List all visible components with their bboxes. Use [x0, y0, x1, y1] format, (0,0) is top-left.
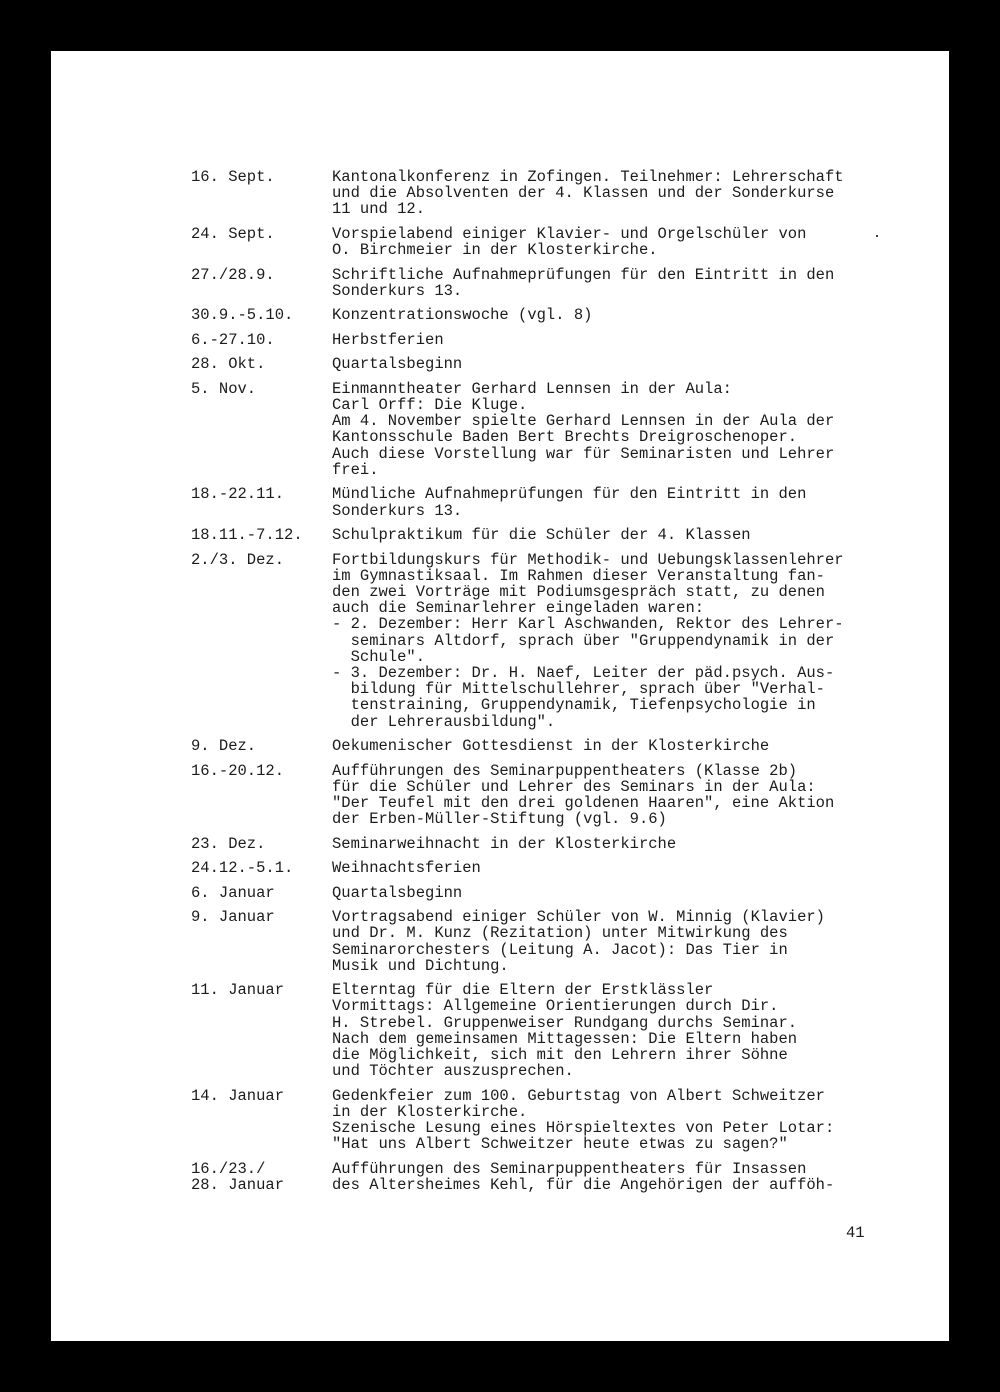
- entry-text: [332, 307, 901, 323]
- entry-line: Herbstferien: [332, 330, 444, 349]
- entry-date: 24. Sept.: [191, 224, 275, 243]
- chronicle-entry: [191, 169, 901, 218]
- entry-line: Kantonsschule Baden Bert Brechts Dreigroschenoper.: [332, 428, 798, 447]
- entry-line: seminars Altdorf, sprach über "Gruppendynamik in der: [332, 631, 835, 650]
- document-page: [51, 51, 949, 1341]
- entry-text: [332, 738, 901, 754]
- chronicle-entry: [191, 486, 901, 518]
- entry-line: Konzentrationswoche (vgl. 8): [332, 306, 593, 325]
- entry-line: Oekumenischer Gottesdienst in der Klosterkirche: [332, 737, 770, 756]
- entry-line: Elterntag für die Eltern der Erstklässler: [332, 981, 714, 1000]
- entry-text: [332, 486, 901, 518]
- chronicle-list: [191, 169, 901, 1202]
- entry-line: und die Absolventen der 4. Klassen und der Sonderkurse: [332, 184, 835, 203]
- chronicle-entry: [191, 1161, 901, 1193]
- entry-text: [332, 836, 901, 852]
- entry-date: 9. Januar: [191, 908, 275, 927]
- entry-line: Weihnachtsferien: [332, 859, 481, 878]
- entry-line: im Gymnastiksaal. Im Rahmen dieser Veranstaltung fan-: [332, 566, 825, 585]
- entry-line: Mündliche Aufnahmeprüfungen für den Eintritt in den: [332, 485, 807, 504]
- entry-date: 30.9.-5.10.: [191, 306, 294, 325]
- entry-line: H. Strebel. Gruppenweiser Rundgang durchs Seminar.: [332, 1013, 798, 1032]
- entry-line: 11 und 12.: [332, 200, 426, 219]
- entry-date: 16./23./ 28. Januar: [191, 1159, 285, 1195]
- entry-line: den zwei Vorträge mit Podiumsgespräch statt, zu denen: [332, 582, 825, 601]
- entry-line: Kantonalkonferenz in Zofingen. Teilnehmer: Lehrerschaft: [332, 168, 844, 186]
- entry-line: tenstraining, Gruppendynamik, Tiefenpsychologie in: [332, 696, 816, 715]
- entry-line: auch die Seminarlehrer eingeladen waren:: [332, 599, 705, 618]
- entry-line: Sonderkurs 13.: [332, 281, 463, 300]
- entry-line: Sonderkurs 13.: [332, 501, 463, 520]
- entry-line: Aufführungen des Seminarpuppentheaters für Insassen: [332, 1159, 807, 1178]
- entry-line: Nach dem gemeinsamen Mittagessen: Die Eltern haben: [332, 1029, 798, 1048]
- chronicle-entry: [191, 552, 901, 730]
- chronicle-entry: [191, 226, 901, 258]
- entry-text: [332, 527, 901, 543]
- entry-line: Einmanntheater Gerhard Lennsen in der Aula:: [332, 379, 732, 398]
- entry-line: Szenische Lesung eines Hörspieltextes von Peter Lotar:: [332, 1119, 835, 1138]
- entry-line: und Töchter auszusprechen.: [332, 1062, 574, 1081]
- entry-line: des Altersheimes Kehl, für die Angehörigen der aufföh-: [332, 1176, 835, 1195]
- entry-text: [332, 860, 901, 876]
- entry-line: Musik und Dichtung.: [332, 956, 509, 975]
- chronicle-entry: [191, 267, 901, 299]
- entry-line: bildung für Mittelschullehrer, sprach über "Verhal-: [332, 680, 825, 699]
- entry-line: Schriftliche Aufnahmeprüfungen für den Eintritt in den: [332, 265, 835, 284]
- chronicle-entry: [191, 356, 901, 372]
- entry-line: die Möglichkeit, sich mit den Lehrern ihrer Söhne: [332, 1046, 788, 1065]
- chronicle-entry: [191, 982, 901, 1079]
- entry-date: 24.12.-5.1.: [191, 859, 294, 878]
- entry-date: 18.-22.11.: [191, 485, 285, 504]
- entry-line: der Lehrerausbildung".: [332, 712, 556, 731]
- entry-date: 23. Dez.: [191, 834, 266, 853]
- entry-date: 14. Januar: [191, 1086, 285, 1105]
- entry-date: 9. Dez.: [191, 737, 257, 756]
- entry-date: 2./3. Dez.: [191, 550, 285, 569]
- entry-line: Am 4. November spielte Gerhard Lennsen in der Aula der: [332, 412, 835, 431]
- entry-line: Aufführungen des Seminarpuppentheaters (Klasse 2b): [332, 761, 798, 780]
- entry-date: 16.-20.12.: [191, 761, 285, 780]
- entry-line: Schule".: [332, 647, 426, 666]
- page-number: 41: [846, 1224, 865, 1242]
- chronicle-entry: [191, 381, 901, 478]
- entry-text: [332, 267, 901, 299]
- entry-line: Seminarweihnacht in der Klosterkirche: [332, 834, 677, 853]
- entry-text: [332, 763, 901, 828]
- entry-line: Quartalsbeginn: [332, 355, 463, 374]
- entry-line: Gedenkfeier zum 100. Geburtstag von Albert Schweitzer: [332, 1086, 825, 1105]
- entry-line: für die Schüler und Lehrer des Seminars in der Aula:: [332, 777, 816, 796]
- entry-text: [332, 909, 901, 974]
- entry-text: [332, 381, 901, 478]
- entry-text: [332, 982, 901, 1079]
- entry-line: Schulpraktikum für die Schüler der 4. Klassen: [332, 526, 751, 545]
- entry-date: 28. Okt.: [191, 355, 266, 374]
- entry-text: [332, 1088, 901, 1153]
- chronicle-entry: [191, 332, 901, 348]
- entry-line: - 3. Dezember: Dr. H. Naef, Leiter der päd.psych. Aus-: [332, 663, 835, 682]
- entry-line: "Hat uns Albert Schweitzer heute etwas zu sagen?": [332, 1135, 788, 1154]
- chronicle-entry: [191, 527, 901, 543]
- entry-text: [332, 332, 901, 348]
- entry-line: O. Birchmeier in der Klosterkirche.: [332, 241, 658, 260]
- entry-line: Vormittags: Allgemeine Orientierungen durch Dir.: [332, 997, 779, 1016]
- entry-line: Quartalsbeginn: [332, 883, 463, 902]
- entry-text: [332, 356, 901, 372]
- chronicle-entry: [191, 885, 901, 901]
- entry-line: in der Klosterkirche.: [332, 1103, 528, 1121]
- chronicle-entry: [191, 1088, 901, 1153]
- entry-line: frei.: [332, 460, 379, 479]
- chronicle-entry: [191, 836, 901, 852]
- entry-line: Auch diese Vorstellung war für Seminaristen und Lehrer: [332, 444, 835, 463]
- entry-text: [332, 885, 901, 901]
- chronicle-entry: [191, 860, 901, 876]
- chronicle-entry: [191, 307, 901, 323]
- chronicle-entry: [191, 763, 901, 828]
- entry-line: Carl Orff: Die Kluge.: [332, 396, 528, 415]
- entry-date: 5. Nov.: [191, 379, 257, 398]
- entry-line: Seminarorchesters (Leitung A. Jacot): Das Tier in: [332, 940, 788, 959]
- entry-text: [332, 169, 901, 218]
- entry-date: 6. Januar: [191, 883, 275, 902]
- entry-line: und Dr. M. Kunz (Rezitation) unter Mitwirkung des: [332, 924, 788, 943]
- entry-line: der Erben-Müller-Stiftung (vgl. 9.6): [332, 810, 667, 829]
- entry-date: 6.-27.10.: [191, 330, 275, 349]
- entry-date: 18.11.-7.12.: [191, 526, 303, 545]
- entry-line: - 2. Dezember: Herr Karl Aschwanden, Rektor des Lehrer-: [332, 615, 844, 634]
- entry-line: Vortragsabend einiger Schüler von W. Minnig (Klavier): [332, 908, 825, 927]
- entry-date: 16. Sept.: [191, 168, 275, 186]
- entry-date: 11. Januar: [191, 981, 285, 1000]
- entry-text: [332, 1161, 901, 1193]
- entry-line: Vorspielabend einiger Klavier- und Orgelschüler von: [332, 224, 807, 243]
- entry-text: [332, 226, 901, 258]
- entry-date: 27./28.9.: [191, 265, 275, 284]
- chronicle-entry: [191, 738, 901, 754]
- entry-text: [332, 552, 901, 730]
- entry-line: Fortbildungskurs für Methodik- und Uebungsklassenlehrer: [332, 550, 844, 569]
- chronicle-entry: [191, 909, 901, 974]
- entry-line: "Der Teufel mit den drei goldenen Haaren", eine Aktion: [332, 793, 835, 812]
